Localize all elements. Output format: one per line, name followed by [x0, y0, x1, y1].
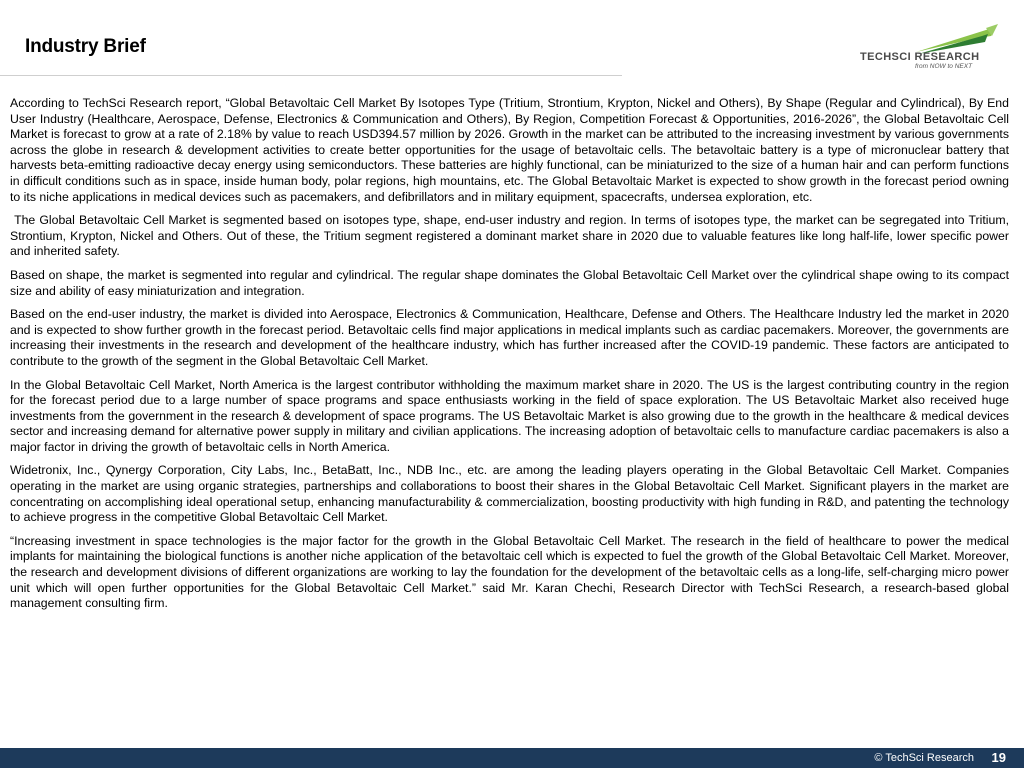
header-divider: [0, 75, 622, 76]
paragraph: The Global Betavoltaic Cell Market is segmented based on isotopes type, shape, end-user industry and region. In terms of isotopes type, the market can be segregated into Tritium, Strontium, Krypton, Nickel and Others. Out of these, the Tritium segment registered a dominant market share in 2020 due to valuable features like long half-life, lower specific power and inherited safety.: [10, 213, 1013, 259]
paragraph: Widetronix, Inc., Qynergy Corporation, City Labs, Inc., BetaBatt, Inc., NDB Inc., etc. are among the leading players operating in the Global Betavoltaic Cell Market. Companies operating in the market are using organic strategies, partnerships and collaborations to boost their shares in the Global Betavoltaic Cell Market. Significant players in the market are concentrating on accomplishing ideal operational setup, enhancing manufacturability & commercialization, boosting productivity with high funding in R&D, and patenting the technology to achieve progress in the competitive Global Betavoltaic Cell Market.: [10, 463, 1009, 525]
paragraph: “Increasing investment in space technologies is the major factor for the growth in the Global Betavoltaic Cell Market. The research in the field of healthcare to power the medical implants for maintaining the biological functions is another niche application of the betavoltaic cell which is expected to fuel the growth of the Global Betavoltaic Cell Market. Moreover, the research and development divisions of different organizations are working to lay the foundation for the development of the betavoltaic cells as a long-life, self-charging micro power unit which will open further opportunities for the Global Betavoltaic Cell Market.” said Mr. Karan Chechi, Research Director with TechSci Research, a research-based global management consulting firm.: [10, 533, 1009, 611]
paragraph: Based on the end-user industry, the market is divided into Aerospace, Electronics & Communication, Healthcare, Defense and Others. The Healthcare Industry led the market in 2020 and is expected to show further growth in the forecast period. Betavoltaic cells find major applications in medical implants such as cardiac pacemakers. Moreover, the governments are increasing their investments in the research and development of the healthcare industry, which has further increased after the COVID-19 pandemic. These factors are anticipated to contribute to the growth of the segment in the Global Betavoltaic Cell Market.: [10, 307, 1009, 368]
techsci-logo: [858, 24, 1000, 72]
paragraph: Based on shape, the market is segmented into regular and cylindrical. The regular shape dominates the Global Betavoltaic Cell Market over the cylindrical shape owing to its compact size and ability of easy miniaturization and integration.: [10, 267, 1009, 298]
footer-bar: [0, 748, 1024, 768]
footer-copyright: © TechSci Research: [874, 752, 974, 764]
paragraph: According to TechSci Research report, “Global Betavoltaic Cell Market By Isotopes Type (Tritium, Strontium, Krypton, Nickel and Others), By Shape (Regular and Cylindrical), By End User Industry (Healthcare, Aerospace, Defense, Electronics & Communication and Others), By Region, Competition Forecast & Opportunities, 2016-2026”, the Global Betavoltaic Cell Market is forecast to grow at a rate of 2.18% by value to reach USD394.57 million by 2026. Growth in the market can be attributed to the increasing investment by various governments across the globe in research & development activities to create better opportunities for the usage of betavoltaic cells. The betavoltaic battery is a type of micronuclear battery that harvests beta-emitting radioactive decay energy using semiconductors. These batteries are highly functional, can be miniaturized to the size of a human hair and can perform functions in difficult conditions such as in space, inside human body, polar regions, high mountains, etc. The Global Betavoltaic Market is expected to show growth in the forecast period owning to its niche applications in medical devices such as pacemakers, and defibrillators and in military equipment, spacecrafts, undersea exploration, etc.: [10, 96, 1009, 204]
paragraph: In the Global Betavoltaic Cell Market, North America is the largest contributor withholding the maximum market share in 2020. The US is the largest contributing country in the region for the forecast period due to a large number of space programs and space enthusiasts working in the field of space exploration. The US Betavoltaic Market also received huge investments from the government in the research & development of space programs. The US Betavoltaic Market is also growing due to the growth in the healthcare & medical devices sector and increasing demand for alternative power supply in military and civilian applications. The increasing adoption of betavoltaic cells to manufacture cardiac pacemakers is also a major factor in driving the growth of betavoltaic cells in North America.: [10, 377, 1009, 454]
page-title: Industry Brief: [25, 36, 146, 57]
article-body: [10, 96, 1013, 620]
logo-tagline: from NOW to NEXT: [915, 63, 973, 70]
page-number: 19: [991, 750, 1006, 765]
logo-name: TECHSCI RESEARCH: [860, 51, 980, 63]
